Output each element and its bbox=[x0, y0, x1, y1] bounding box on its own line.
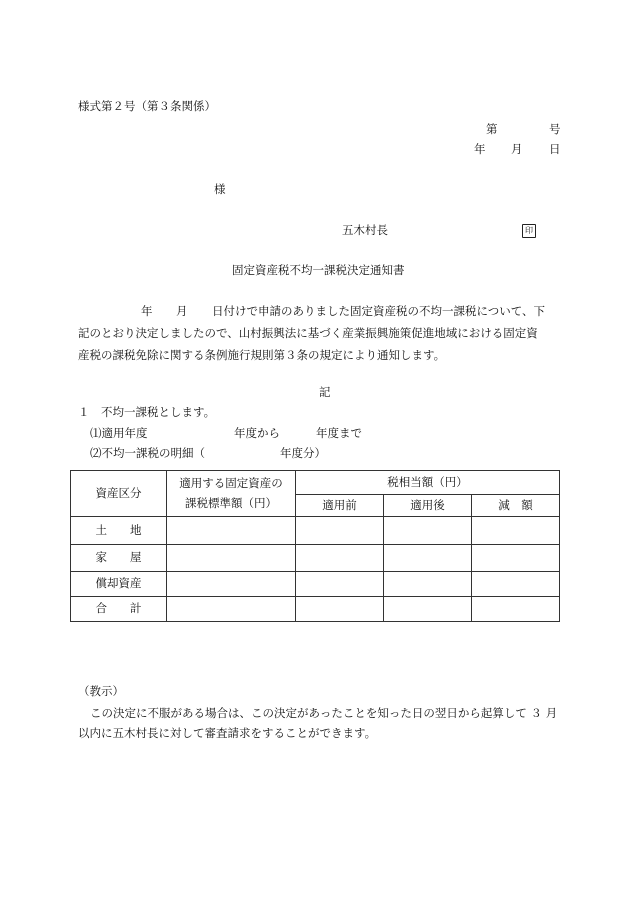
date-month-label: 月 bbox=[511, 142, 523, 156]
cell-after bbox=[384, 597, 472, 622]
header-after: 適用後 bbox=[384, 495, 472, 517]
row-label: 土 地 bbox=[71, 517, 167, 545]
header-reduction: 減 額 bbox=[472, 495, 560, 517]
header-base-line-2: 課税標準額（円） bbox=[185, 495, 277, 510]
header-base-line-1: 適用する固定資産の bbox=[179, 475, 283, 490]
issuer-name: 五木村長 bbox=[342, 223, 388, 237]
date-year-label: 年 bbox=[474, 142, 486, 156]
notice-text-line-1: この決定に不服がある場合は、この決定があったことを知った日の翌日から起算して ３ 月 bbox=[90, 706, 558, 720]
header-category: 資産区分 bbox=[71, 471, 167, 517]
form-label: 様式第２号（第３条関係） bbox=[78, 99, 216, 113]
cell-reduction bbox=[472, 545, 560, 572]
cell-before bbox=[296, 597, 384, 622]
date-day-label: 日 bbox=[549, 142, 561, 156]
cell-before bbox=[296, 517, 384, 545]
cell-reduction bbox=[472, 597, 560, 622]
ki-heading: 記 bbox=[319, 385, 331, 399]
table-row bbox=[71, 572, 560, 597]
cell-before bbox=[296, 545, 384, 572]
cell-after bbox=[384, 572, 472, 597]
item-1-sub-1-from: 年度から bbox=[234, 426, 280, 440]
table-row bbox=[71, 545, 560, 572]
cell-reduction bbox=[472, 572, 560, 597]
number-label-go: 号 bbox=[549, 122, 561, 136]
cell-after bbox=[384, 517, 472, 545]
item-1-sub-2-label: ⑵不均一課税の明細（ bbox=[90, 446, 205, 460]
item-1-sub-1-label: ⑴適用年度 bbox=[90, 426, 148, 440]
body-date-year: 年 bbox=[141, 304, 153, 318]
cell-base bbox=[167, 545, 296, 572]
body-date-month: 月 bbox=[176, 304, 188, 318]
cell-reduction bbox=[472, 517, 560, 545]
item-1-sub-1-to: 年度まで bbox=[316, 426, 362, 440]
row-label: 償却資産 bbox=[71, 572, 167, 597]
header-before: 適用前 bbox=[296, 495, 384, 517]
cell-base bbox=[167, 517, 296, 545]
notice-label: （教示） bbox=[78, 684, 124, 698]
cell-before bbox=[296, 572, 384, 597]
cell-after bbox=[384, 545, 472, 572]
table-row bbox=[71, 597, 560, 622]
row-label: 家 屋 bbox=[71, 545, 167, 572]
cell-base bbox=[167, 572, 296, 597]
number-label-dai: 第 bbox=[486, 122, 498, 136]
seal-icon: 印 bbox=[522, 224, 536, 238]
tax-detail-table bbox=[70, 470, 560, 622]
body-text-line-1: 日付けで申請のありました固定資産税の不均一課税について、下 bbox=[212, 304, 546, 318]
addressee-suffix: 様 bbox=[214, 182, 226, 196]
notice-text-line-2: 以内に五木村長に対して審査請求をすることができます。 bbox=[78, 726, 377, 740]
document-title: 固定資産税不均一課税決定通知書 bbox=[232, 263, 405, 277]
body-text-line-3: 産税の課税免除に関する条例施行規則第３条の規定により通知します。 bbox=[78, 348, 446, 362]
item-1: １ 不均一課税とします。 bbox=[78, 405, 216, 419]
item-1-sub-2-suffix: 年度分） bbox=[280, 446, 326, 460]
header-base bbox=[167, 471, 296, 517]
issuer-seal-mark bbox=[522, 224, 536, 238]
table-row bbox=[71, 517, 560, 545]
body-text-line-2: 記のとおり決定しましたので、山村振興法に基づく産業振興施策促進地域における固定資 bbox=[78, 326, 538, 340]
header-tax: 税相当額（円） bbox=[296, 471, 560, 495]
row-label: 合 計 bbox=[71, 597, 167, 622]
cell-base bbox=[167, 597, 296, 622]
